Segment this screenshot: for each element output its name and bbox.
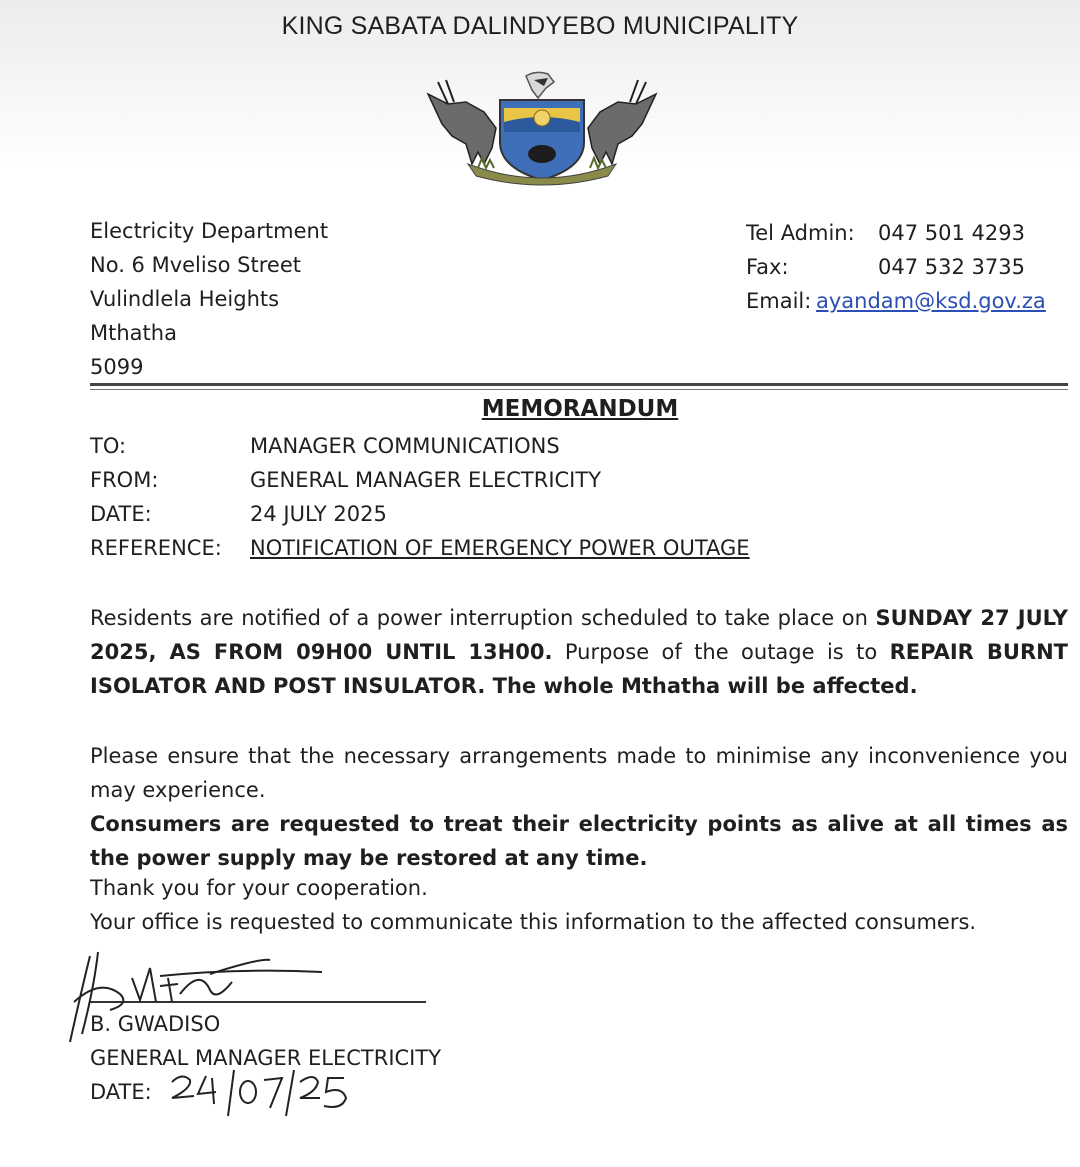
municipal-crest-icon	[408, 68, 676, 186]
tel-label: Tel Admin:	[746, 221, 855, 245]
notice-text: Residents are notified of a power interruption scheduled to take place on	[90, 606, 876, 630]
safety-warning-paragraph: Consumers are requested to treat their electricity points as alive at all times as the power supply may be restored at any time.	[90, 812, 1068, 870]
tel-value: 047 501 4293	[878, 221, 1025, 245]
date-value: 24 JULY 2025	[250, 502, 387, 526]
thanks-line: Thank you for your cooperation.	[90, 876, 428, 900]
signatory-title: GENERAL MANAGER ELECTRICITY	[90, 1046, 442, 1070]
address-line: 5099	[90, 355, 144, 379]
to-label: TO:	[90, 434, 127, 458]
sender-address	[90, 214, 328, 384]
email-link[interactable]: ayandam@ksd.gov.za	[816, 289, 1046, 313]
notice-text: Purpose of the outage is to	[552, 640, 890, 664]
email-label: Email:	[746, 289, 812, 313]
fax-value: 047 532 3735	[878, 255, 1025, 279]
memo-title: MEMORANDUM	[481, 396, 679, 422]
reference-label: REFERENCE:	[90, 536, 222, 560]
org-title: KING SABATA DALINDYEBO MUNICIPALITY	[281, 12, 799, 40]
fax-label: Fax:	[746, 255, 789, 279]
outage-notice-paragraph	[90, 601, 1068, 703]
address-line: Mthatha	[90, 321, 177, 345]
arrangements-paragraph: Please ensure that the necessary arrangements made to minimise any inconvenience you may experience.	[90, 744, 1068, 802]
contact-details	[746, 216, 1046, 318]
handwritten-date	[168, 1068, 368, 1118]
communicate-request-line: Your office is requested to communicate this information to the affected consumers.	[90, 910, 977, 934]
signoff-date-label: DATE:	[90, 1080, 152, 1104]
signatory-name: B. GWADISO	[90, 1012, 221, 1036]
to-value: MANAGER COMMUNICATIONS	[250, 434, 560, 458]
outage-schedule: SUNDAY 27 JULY 2025, AS FROM 09H00 UNTIL 13H00.	[90, 606, 1068, 664]
divider	[90, 383, 1068, 386]
outage-purpose: REPAIR BURNT ISOLATOR AND POST INSULATOR. The whole Mthatha will be affected.	[90, 640, 1069, 698]
from-value: GENERAL MANAGER ELECTRICITY	[250, 468, 602, 492]
divider	[90, 389, 1068, 390]
reference-value: NOTIFICATION OF EMERGENCY POWER OUTAGE	[250, 536, 750, 560]
address-line: No. 6 Mveliso Street	[90, 253, 301, 277]
from-label: FROM:	[90, 468, 159, 492]
address-line: Electricity Department	[90, 219, 329, 243]
date-label: DATE:	[90, 502, 152, 526]
address-line: Vulindlela Heights	[90, 287, 280, 311]
